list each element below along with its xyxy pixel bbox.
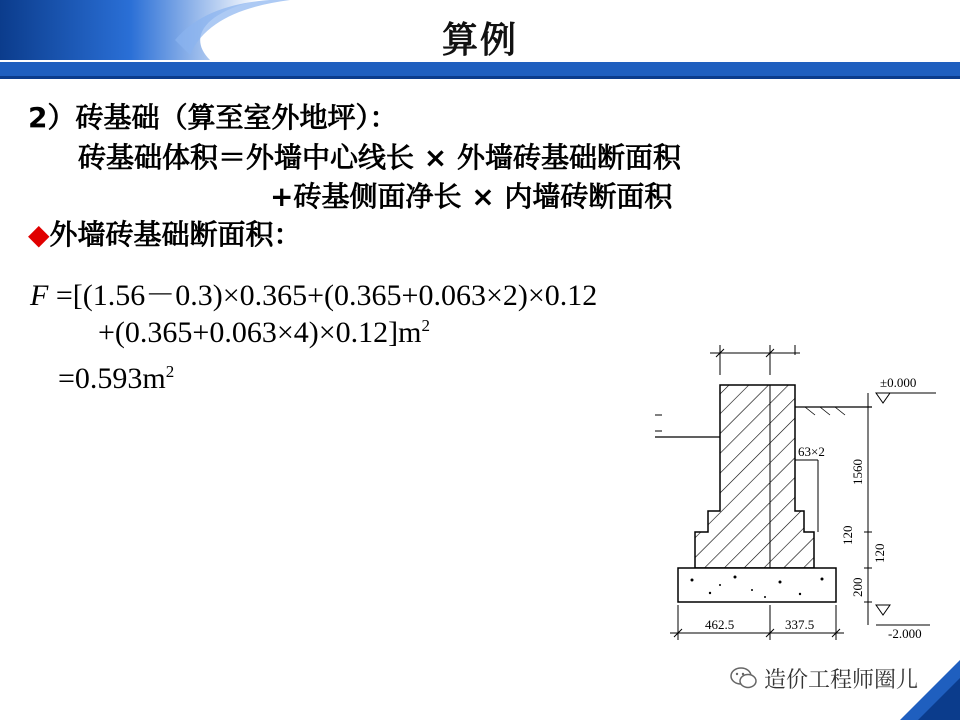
dim-1560-label: 1560: [850, 459, 865, 485]
formula-line-3-sup: 2: [165, 362, 175, 381]
watermark-text: 造价工程师圈儿: [764, 667, 919, 693]
step-width-label: 63×2: [798, 444, 825, 459]
dim-120a-label: 120: [840, 525, 855, 545]
formula-line-3: [58, 362, 174, 396]
corner-decoration: [890, 660, 960, 720]
concrete-pad: [678, 568, 836, 602]
elevation-bottom-marker-icon: [876, 605, 890, 615]
page-title: 算例: [441, 20, 518, 61]
formula-line-2: [98, 316, 430, 350]
wechat-icon: [730, 666, 758, 690]
dim-200-label: 200: [850, 577, 865, 597]
text-line-4-label: 外墙砖基础断面积：: [49, 218, 302, 251]
text-line-3: +砖基侧面净长 × 内墙砖断面积: [270, 180, 673, 213]
dim-left-label: 462.5: [705, 617, 735, 632]
elevation-top-marker-icon: [876, 393, 890, 403]
slide-header: [0, 0, 960, 80]
formula-line-1-body: =[(1.56－0.3)×0.365+(0.365+0.063×2)×0.12: [48, 279, 598, 312]
red-diamond-bullet-icon: ◆: [28, 218, 50, 251]
dim-120b-label: 120: [872, 543, 887, 563]
text-line-4: [28, 213, 302, 253]
elevation-top-label: ±0.000: [880, 375, 917, 390]
text-line-2: 砖基础体积＝外墙中心线长 × 外墙砖基础断面积: [78, 141, 681, 174]
formula-variable: F: [30, 279, 49, 312]
formula-line-2-sup: 2: [421, 316, 430, 335]
formula-line-1: [30, 270, 597, 314]
text-line-1: 2）砖基础（算至室外地坪）：: [28, 101, 398, 134]
formula-line-2-body: +(0.365+0.063×4)×0.12]m: [98, 316, 422, 349]
foundation-section-diagram: [640, 335, 960, 655]
brick-footing: [695, 385, 814, 568]
dim-right-label: 337.5: [785, 617, 815, 632]
elevation-bottom-label: -2.000: [888, 626, 922, 641]
formula-line-3-body: =0.593m: [58, 362, 166, 395]
